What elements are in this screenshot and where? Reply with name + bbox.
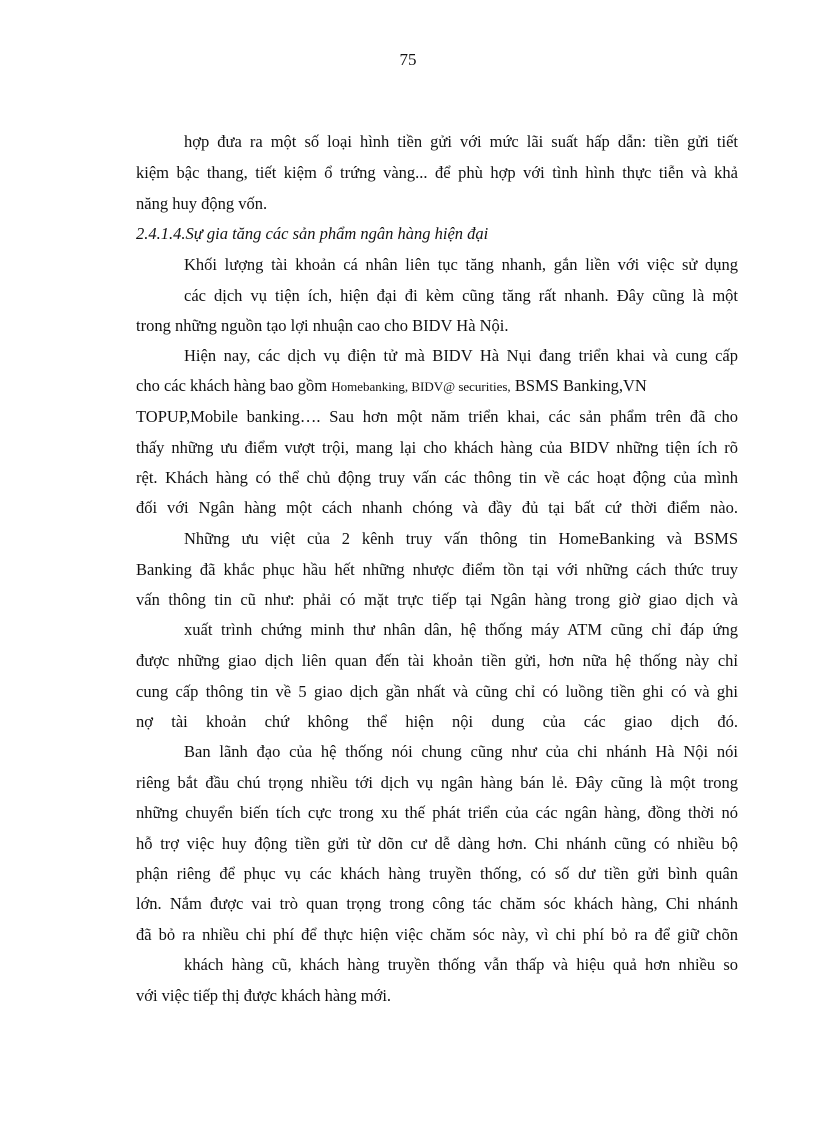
text-line: TOPUP,Mobile banking…. Sau hơn một năm triển khai, các sản phẩm trên đã cho xyxy=(136,407,738,426)
text-line-mixed xyxy=(136,376,647,397)
text-line: năng huy động vốn. xyxy=(136,194,268,213)
text-line: thấy những ưu điểm vượt trội, mang lại cho khách hàng của BIDV những tiện ích rõ xyxy=(136,438,738,457)
text-line: đã bỏ ra nhiều chi phí để thực hiện việc chăm sóc này, vì chi phí bỏ ra để giữ chõn xyxy=(136,925,738,944)
text-line: lớn. Nắm được vai trò quan trọng trong công tác chăm sóc khách hàng, Chi nhánh xyxy=(136,894,738,913)
text-line: Banking đã khắc phục hầu hết những nhược điểm tồn tại với những cách thức truy xyxy=(136,560,738,579)
text-line: Hiện nay, các dịch vụ điện tử mà BIDV Hà Nụi đang triển khai và cung cấp xyxy=(184,346,738,365)
text-fragment: cho các khách hàng bao gồm xyxy=(136,376,332,395)
text-line: hợp đưa ra một số loại hình tiền gửi với mức lãi suất hấp dẫn: tiền gửi tiết xyxy=(184,132,738,151)
text-fragment: BSMS Banking,VN xyxy=(510,376,647,395)
text-line: rệt. Khách hàng có thể chủ động truy vấn các thông tin về các hoạt động của mình xyxy=(136,468,738,487)
text-fragment-small: Homebanking, BIDV@ securities, xyxy=(331,379,511,394)
text-line: vấn thông tin cũ như: phải có mặt trực tiếp tại Ngân hàng trong giờ giao dịch và xyxy=(136,590,738,609)
text-line: với việc tiếp thị được khách hàng mới. xyxy=(136,986,392,1005)
text-line: kiệm bậc thang, tiết kiệm ổ trứng vàng... để phù hợp với tình hình thực tiễn và khả xyxy=(136,163,738,182)
text-line: trong những nguồn tạo lợi nhuận cao cho BIDV Hà Nội. xyxy=(136,316,509,335)
text-line: Ban lãnh đạo của hệ thống nói chung cũng như của chi nhánh Hà Nội nói xyxy=(184,742,738,761)
text-line: cung cấp thông tin về 5 giao dịch gần nhất và cũng chỉ có luồng tiền ghi có và ghi xyxy=(136,682,738,701)
text-line: riêng bắt đầu chú trọng nhiều tới dịch vụ ngân hàng bán lẻ. Đây cũng là một trong xyxy=(136,773,738,792)
page-number: 75 xyxy=(399,50,417,69)
text-line: khách hàng cũ, khách hàng truyền thống vẫn thấp và hiệu quả hơn nhiều so xyxy=(184,955,738,974)
text-line: đối với Ngân hàng một cách nhanh chóng và đầy đủ tại bất cứ thời điểm nào. xyxy=(136,498,738,517)
text-line: nợ tài khoản chứ không thể hiện nội dung của các giao dịch đó. xyxy=(136,712,738,731)
text-line: những chuyển biến tích cực trong xu thế phát triển của các ngân hàng, đồng thời nó xyxy=(136,803,738,822)
section-heading: 2.4.1.4.Sự gia tăng các sản phẩm ngân hàng hiện đại xyxy=(136,224,489,243)
text-line: các dịch vụ tiện ích, hiện đại đi kèm cũng tăng rất nhanh. Đây cũng là một xyxy=(184,286,738,305)
text-line: Những ưu việt của 2 kênh truy vấn thông tin HomeBanking và BSMS xyxy=(184,529,738,548)
text-line: được những giao dịch liên quan đến tài khoản tiền gửi, hơn nữa hệ thống này chỉ xyxy=(136,651,738,670)
text-line: phận riêng để phục vụ các khách hàng truyền thống, có số dư tiền gửi bình quân xyxy=(136,864,738,883)
text-line: xuất trình chứng minh thư nhân dân, hệ thống máy ATM cũng chỉ đáp ứng xyxy=(184,620,738,639)
text-line: Khối lượng tài khoản cá nhân liên tục tăng nhanh, gắn liền với việc sử dụng xyxy=(184,255,738,274)
text-line: hỗ trợ việc huy động tiền gửi từ dõn cư dễ dàng hơn. Chi nhánh cũng có nhiều bộ xyxy=(136,834,738,853)
